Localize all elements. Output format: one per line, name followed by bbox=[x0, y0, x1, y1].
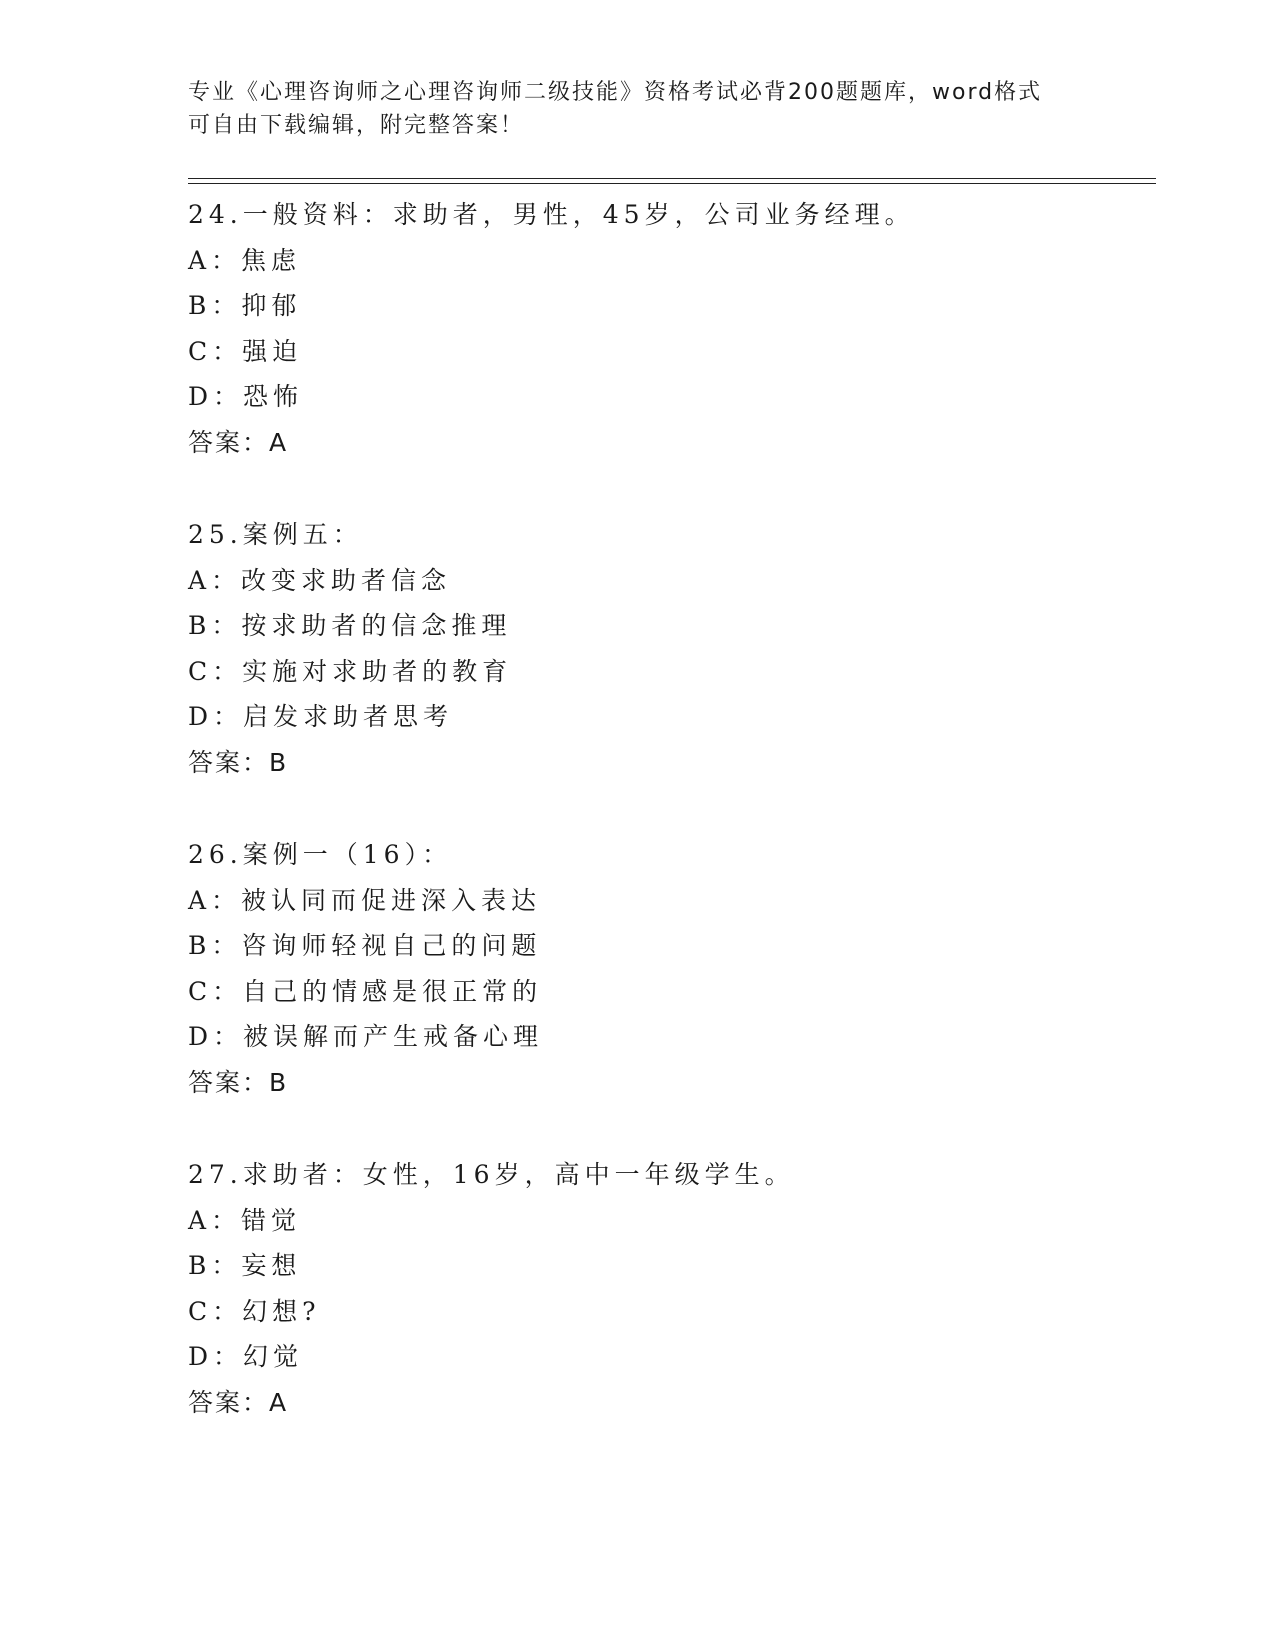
option-c: C：幻想? bbox=[188, 1296, 321, 1326]
answer-line: 答案：B bbox=[188, 1067, 289, 1097]
question-25 bbox=[188, 512, 1148, 832]
option-c: C：强迫 bbox=[188, 336, 303, 366]
question-26 bbox=[188, 832, 1148, 1152]
option-b: B：咨询师轻视自己的问题 bbox=[188, 931, 542, 961]
question-stem: 27.求助者：女性，16岁，高中一年级学生。 bbox=[188, 1160, 795, 1189]
option-d: D：被误解而产生戒备心理 bbox=[188, 1022, 544, 1052]
header-divider-bottom bbox=[188, 183, 1156, 184]
header-divider-top bbox=[188, 178, 1156, 179]
option-c: C：实施对求助者的教育 bbox=[188, 656, 513, 686]
option-b: B：抑郁 bbox=[188, 291, 302, 321]
question-stem: 26.案例一（16）： bbox=[188, 840, 453, 869]
option-b: B：按求助者的信念推理 bbox=[188, 611, 512, 641]
answer-line: 答案：B bbox=[188, 747, 289, 777]
header-line-2: 可自由下载编辑，附完整答案！ bbox=[188, 113, 525, 138]
question-27 bbox=[188, 1152, 1148, 1472]
option-d: D：恐怖 bbox=[188, 382, 304, 412]
question-list bbox=[188, 192, 1148, 1472]
option-c: C：自己的情感是很正常的 bbox=[188, 976, 543, 1006]
question-24 bbox=[188, 192, 1148, 512]
option-a: A：被认同而促进深入表达 bbox=[188, 885, 542, 915]
header-line-1: 专业《心理咨询师之心理咨询师二级技能》资格考试必背200题题库，word格式 bbox=[188, 80, 1043, 105]
option-a: A：改变求助者信念 bbox=[188, 565, 452, 595]
document-header bbox=[188, 76, 1088, 142]
answer-line: 答案：A bbox=[188, 1387, 289, 1417]
option-b: B：妄想 bbox=[188, 1251, 302, 1281]
question-stem: 25.案例五： bbox=[188, 520, 363, 549]
option-d: D：启发求助者思考 bbox=[188, 702, 454, 732]
option-a: A：焦虑 bbox=[188, 245, 302, 275]
option-d: D：幻觉 bbox=[188, 1342, 304, 1372]
answer-line: 答案：A bbox=[188, 427, 289, 457]
question-stem: 24.一般资料：求助者，男性，45岁，公司业务经理。 bbox=[188, 200, 915, 229]
option-a: A：错觉 bbox=[188, 1205, 302, 1235]
